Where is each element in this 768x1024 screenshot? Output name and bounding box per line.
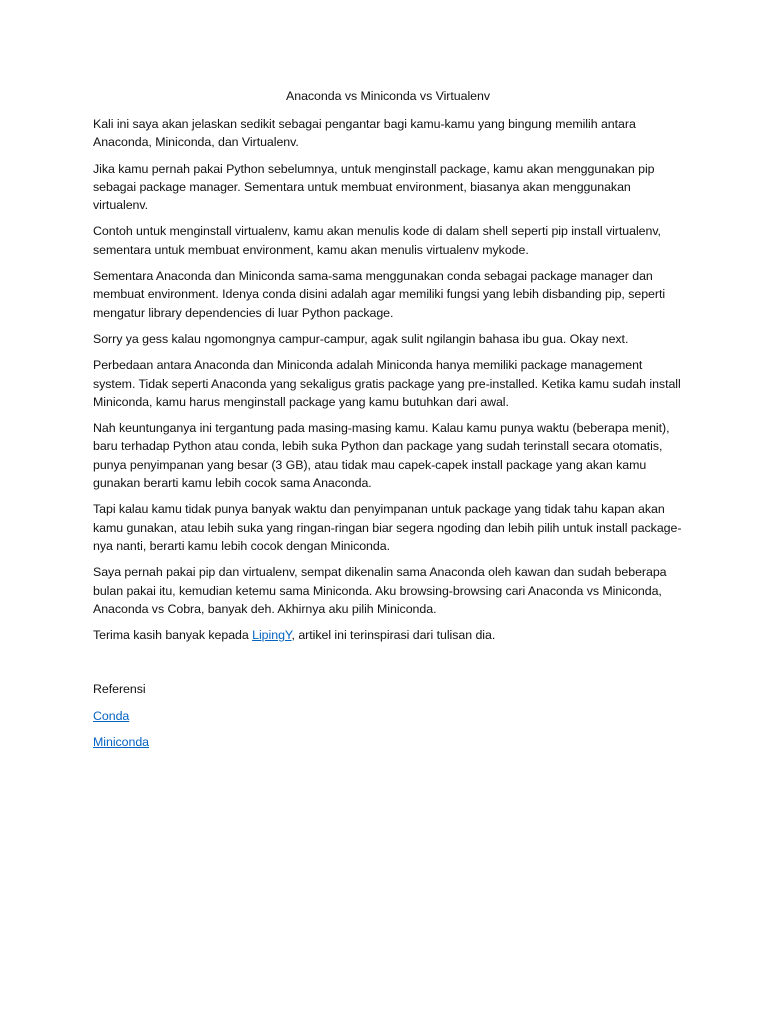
miniconda-link[interactable]: Miniconda [93, 735, 150, 750]
paragraph-pip: Jika kamu pernah pakai Python sebelumnya, untuk menginstall package, kamu akan menggunakan pip sebagai package manager. Sementara untuk membuat environment, biasanya akan menggunakan virtualenv. [93, 161, 655, 213]
reference-conda-item [93, 707, 683, 725]
paragraph-thanks [93, 626, 683, 644]
spacer [93, 652, 683, 680]
thanks-text-after: , artikel ini terinspirasi dari tulisan dia. [291, 628, 496, 643]
paragraph-example: Contoh untuk menginstall virtualenv, kamu akan menulis kode di dalam shell seperti pip install virtualenv, sementara untuk membuat environment, kamu akan menulis virtualenv mykode. [93, 224, 661, 257]
document-body [93, 87, 683, 759]
paragraph-sorry: Sorry ya gess kalau ngomongnya campur-campur, agak sulit ngilangin bahasa ibu gua. Okay next. [93, 331, 629, 346]
thanks-text-before: Terima kasih banyak kepada [93, 628, 253, 643]
paragraph-miniconda: Tapi kalau kamu tidak punya banyak waktu dan penyimpanan untuk package yang tidak tahu kapan akan kamu gunakan, atau lebih suka yang ringan-ringan biar segera ngoding dan lebih pilih untuk install package-nya nanti, berarti kamu lebih cocok dengan Miniconda. [93, 502, 682, 553]
conda-link[interactable]: Conda [93, 708, 130, 723]
paragraph-intro: Kali ini saya akan jelaskan sedikit sebagai pengantar bagi kamu-kamu yang bingung memilih antara Anaconda, Miniconda, dan Virtualenv. [93, 117, 636, 150]
references-heading: Referensi [93, 682, 146, 697]
paragraph-difference: Perbedaan antara Anaconda dan Miniconda adalah Miniconda hanya memiliki package management system. Tidak seperti Anaconda yang sekaligus gratis package yang pre-installed. Ketika kamu sudah install Miniconda, kamu harus menginstall package yang kamu butuhkan dari awal. [93, 358, 681, 409]
document-title: Anaconda vs Miniconda vs Virtualenv [286, 89, 490, 103]
paragraph-conda: Sementara Anaconda dan Miniconda sama-sama menggunakan conda sebagai package manager dan membuat environment. Idenya conda disini adalah agar memiliki fungsi yang lebih disbanding pip, seperti mengatur library dependencies di luar Python package. [93, 269, 666, 320]
paragraph-experience: Saya pernah pakai pip dan virtualenv, sempat dikenalin sama Anaconda oleh kawan dan sudah beberapa bulan pakai itu, kemudian ketemu sama Miniconda. Aku browsing-browsing cari Anaconda vs Miniconda, Anaconda vs Cobra, banyak deh. Akhirnya aku pilih Miniconda. [93, 565, 667, 616]
lipingy-link[interactable]: LipingY [252, 628, 292, 643]
reference-miniconda-item [93, 733, 683, 751]
paragraph-advantage: Nah keuntunganya ini tergantung pada masing-masing kamu. Kalau kamu punya waktu (beberapa menit), baru terhadap Python atau conda, lebih suka Python dan package yang sudah terinstall secara otomatis, punya penyimpanan yang besar (3 GB), atau tidak mau capek-capek install package yang akan kamu gunakan berarti kamu lebih cocok sama Anaconda. [93, 421, 670, 491]
